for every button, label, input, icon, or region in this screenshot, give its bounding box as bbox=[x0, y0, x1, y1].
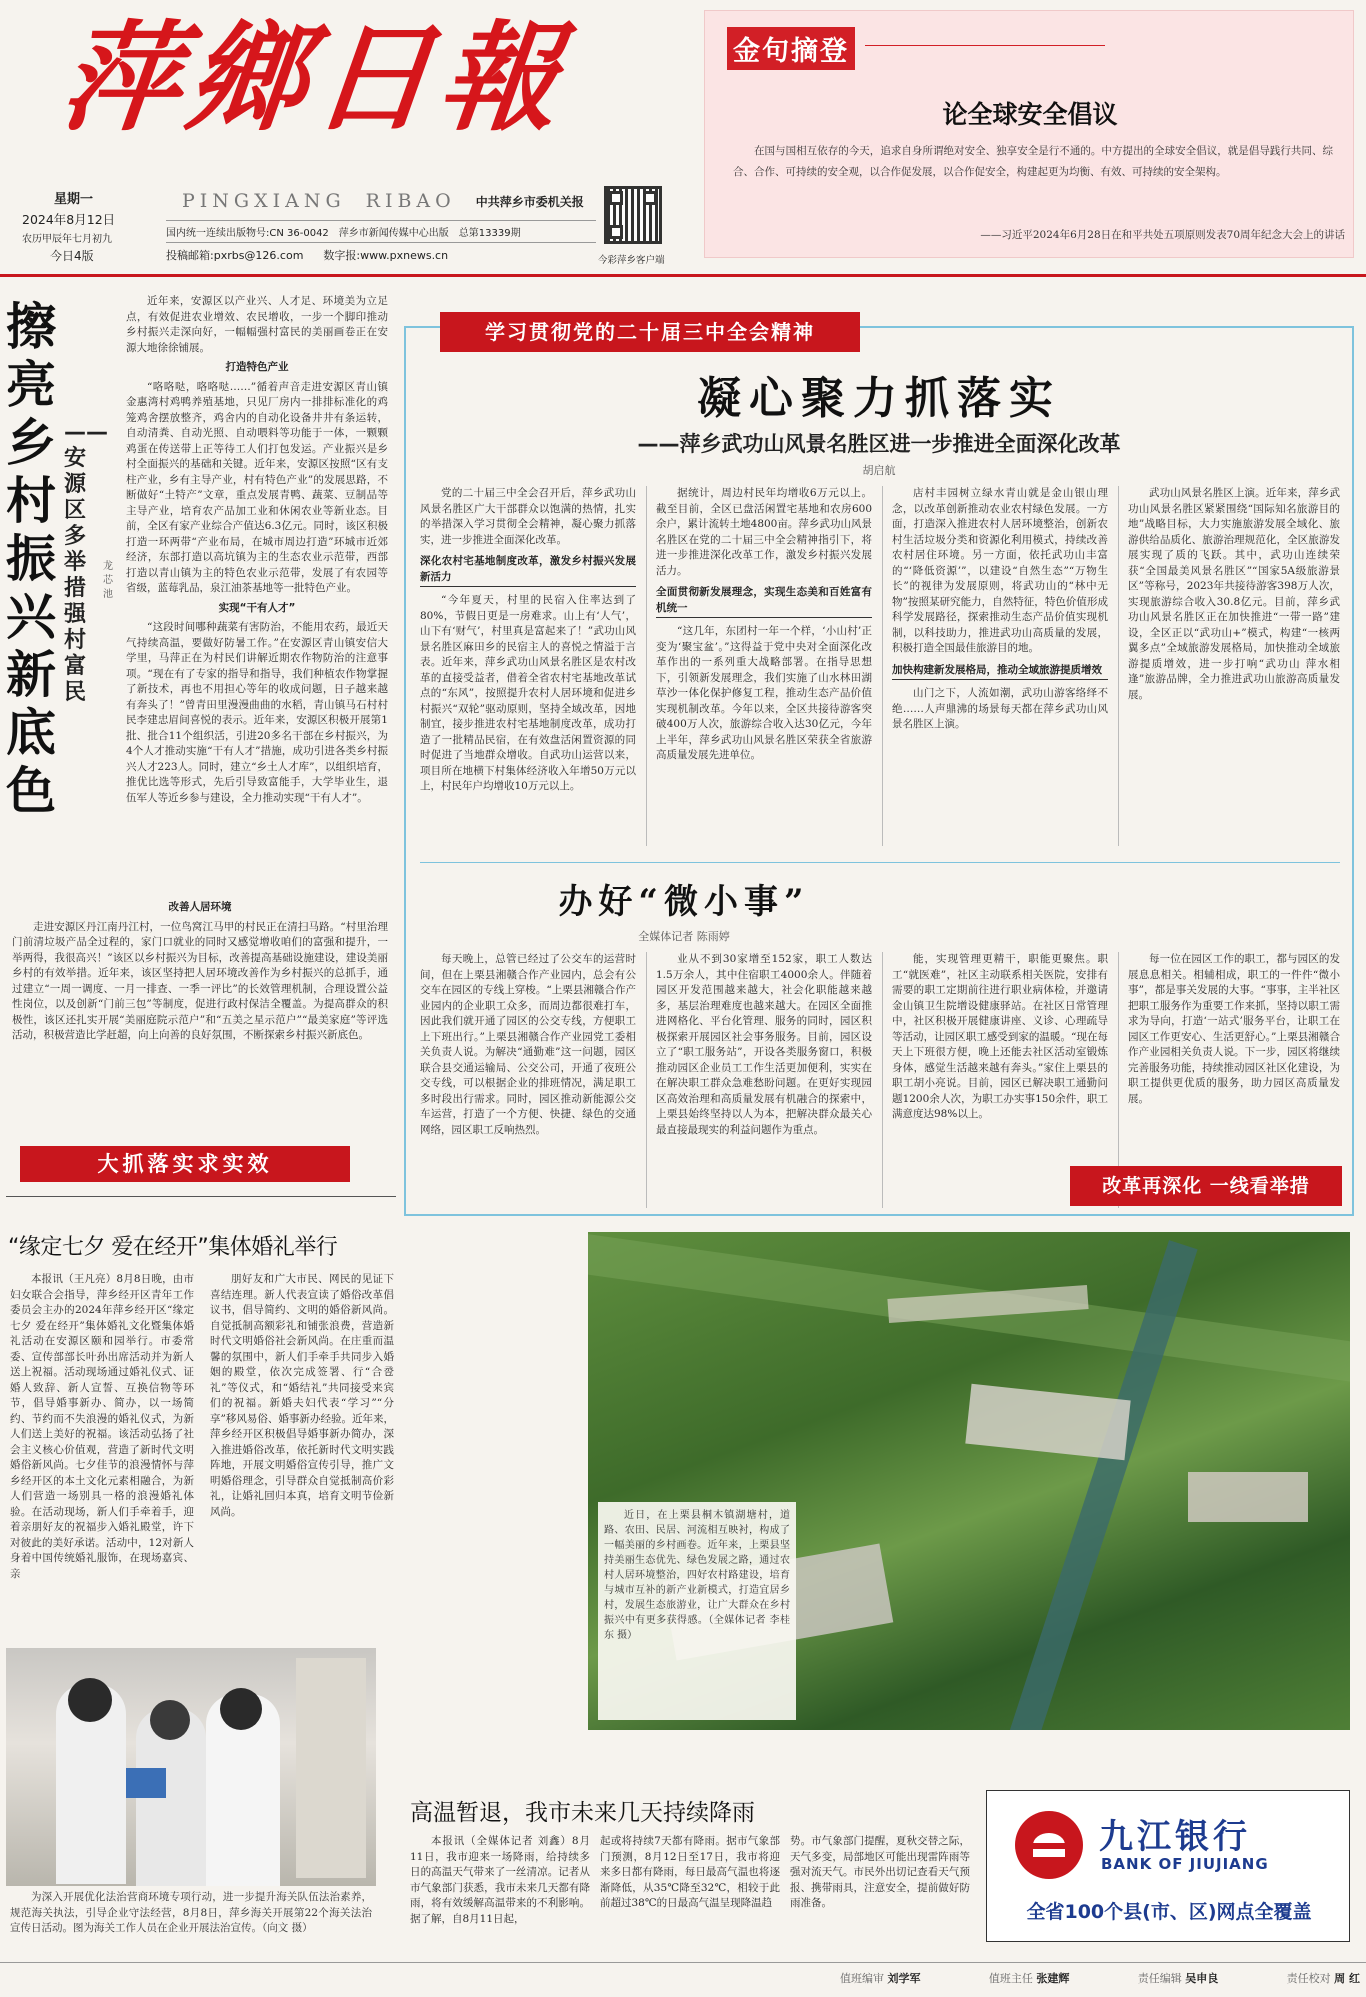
small-things-col-1 bbox=[420, 952, 636, 1208]
quote-body: 在国与国相互依存的今天，追求自身所谓绝对安全、独享安全是行不通的。中方提出的全球安全倡议，就是倡导践行共同、综合、合作、可持续的安全观，以合作促发展，以合作促安全，构建起更为均衡、有效、可持续的安全架构。 bbox=[733, 145, 1333, 178]
left-story-sec1: “咯咯哒，咯咯哒……”循着声音走进安源区青山镇金惠湾村鸡鸭养殖基地，只见厂房内一排排标准化的鸡笼鸡舍摆放整齐，鸡舍内的自动化设备井井有条运转，自动清粪、自动光照、自动喂料等功能于一体，一颗颗鸡蛋在传送带上正等待工人们打包发运。产业振兴是乡村全面振兴的基础和关键。近年来，安源区按照“区有支柱产业，乡有主导产业，村有特色产业”的发展思路，不断做好“土特产”文章，重点发展青鸭、蔬菜、豆制品等主导产业，培育农产品加工业和休闲农业等新业态。目前，全区有家产业综合产值达6.3亿元。同时，该区积极打造一环两带“产业布局，在城市周边打造”环城市近郊经济，东部打造以高坑镇为主的生态农业示范带，西部打造以青山镇为主的特色农业示范带，发展了有农园等省级，蓝莓乳品，泉江油茶基地等一批特色产业。 bbox=[126, 380, 388, 594]
feature-col-3 bbox=[892, 486, 1108, 846]
quote-box bbox=[704, 10, 1354, 258]
heat-col-2 bbox=[600, 1834, 780, 1948]
footer-rule bbox=[0, 1962, 1366, 1963]
small-things-col3-text: 能，实现管理更精干，职能更聚焦。职工“就医难”，社区主动联系相关医院，安排有需要的职工定期前往进行职业病体检，并邀请金山镇卫生院增设健康驿站。在社区日常管理中，社区积极开展健康讲座、义诊、心理疏导等活动，让园区职工感受到家的温暖。“现在每天上下班很方便，晚上还能去社区活动室锻炼身体，感觉生活越来越有奔头。”家住上栗县的职工胡小亮说。目前，园区已解决职工通勤问题1200余人次，为职工办实事150余件，职工满意度达98%以上。 bbox=[892, 953, 1108, 1120]
left-slogan-banner: 大抓落实求实效 bbox=[20, 1146, 350, 1182]
info-line-2 bbox=[166, 242, 596, 263]
feature-col3-subhead: 加快构建新发展格局，推动全域旅游提质增效 bbox=[892, 663, 1108, 681]
quote-title: 论全球安全倡议 bbox=[942, 100, 1118, 129]
footer-chief-editor: 责任编辑 吴申良 bbox=[1137, 1972, 1219, 1985]
pinyin-line bbox=[182, 190, 592, 212]
feature-col3-text: 店村丰园树立绿水青山就是金山银山理念，以改革创新推动农业农村绿色发展。一方面，打造深入推进农村人居环境整治，创新农村生活垃圾分类和资源化利用模式，持续改善农村居住环境。另一方面，依托武功山丰富的“‘降低资源’”，以建设“自然生态”“万物生长”的视律为发展原则，将武功山的“林中无物”按照某研究能力，自然特征，特色价值形成科学发展路径，探索推动生态产品价值实现机制，以科技助力，推进武功山高质量的发展，积极打造全国最佳旅游目的地。 bbox=[892, 487, 1108, 654]
small-things-headline: 办好“微小事” bbox=[558, 882, 810, 922]
heat-col-3 bbox=[790, 1834, 970, 1948]
heat-headline: 高温暂退，我市未来几天持续降雨 bbox=[410, 1800, 755, 1826]
heat-col2-text: 起或将持续7天都有降雨。据市气象部门预测，8月12日至17日，我市将迎来多日都有降雨，每日最高气温也将逐渐降低，从35℃降至32℃，相较于此前超过38℃的日最高气温呈现降温趋 bbox=[600, 1835, 780, 1909]
small-things-col-2 bbox=[656, 952, 872, 1208]
pinyin-2: RIBAO bbox=[365, 190, 456, 212]
newspaper-logo: 萍鄉日報 bbox=[54, 8, 574, 147]
wedding-col2-text: 朋好友和广大市民、网民的见证下喜结连理。新人代表宣读了婚俗改革倡议书，倡导简约、文明的婚俗新风尚。自觉抵制高额彩礼和铺张浪费，营造新时代文明婚俗社会新风尚。在庄重而温馨的氛围中，新人们手牵手共同步入婚姻的殿堂，依次完成签署、行“合卺礼”等仪式，和“婚结礼”共同接受来宾们的祝福。新婚夫妇代表“学习”“分享”移风易俗、婚事新办经验。近年来，萍乡经开区积极倡导婚事新办简办，深入推进婚俗改革，依托新时代文明实践阵地，开展文明婚俗宣传引导，推广文明婚俗理念，引导群众自觉抵制高价彩礼，让婚礼回归本真，培育文明节俭新风尚。 bbox=[210, 1273, 394, 1518]
small-things-col4-text: 每一位在园区工作的职工，都与园区的发展息息相关。相辅相成，职工的一件件“微小事”，都是事关发展的大事。“事事，主半社区把职工服务作为重要工作来抓，坚持以职工需求为导向，打造‘一站式’服务平台，让职工在园区工作更安心、生活更舒心。”上栗县湘赣合作产业园相关负责人说。下一步，园区将继续完善服务功能，持续推动园区社区化建设，为职工提供更优质的服务，助力园区高质量发展。 bbox=[1128, 953, 1340, 1105]
footer-director: 值班主任 张建辉 bbox=[988, 1972, 1070, 1985]
customs-photo bbox=[6, 1648, 376, 1886]
publisher: 萍乡市新闻传媒中心出版 bbox=[338, 228, 449, 239]
feature-headline: 凝心聚力抓落实 bbox=[697, 373, 1061, 424]
lunar-date: 农历甲辰年七月初九 bbox=[22, 234, 112, 245]
feature-columns bbox=[420, 486, 1340, 846]
masthead-rule bbox=[0, 274, 1366, 277]
feature-col1-text: 党的二十届三中全会召开后，萍乡武功山风景名胜区广大干部群众以饱满的热情，扎实的举措深入学习贯彻全会精神，凝心聚力抓落实，进一步推进全面深化改革。 bbox=[420, 487, 636, 546]
edition-count: 今日4版 bbox=[50, 249, 94, 263]
small-divider-2 bbox=[882, 952, 883, 1208]
wedding-columns bbox=[10, 1272, 396, 1632]
left-rule bbox=[6, 1196, 396, 1197]
left-story-byline: 龙芯池 bbox=[103, 561, 113, 600]
reform-slogan-banner: 改革再深化 一线看举措 bbox=[1070, 1166, 1342, 1206]
wedding-col-2 bbox=[210, 1272, 394, 1632]
aerial-caption-box bbox=[598, 1502, 796, 1720]
issue-number: 总第13339期 bbox=[458, 228, 521, 239]
wedding-col1-text: 本报讯（王凡亮）8月8日晚，由市妇女联合会指导，萍乡经开区青年工作委员会主办的2024年萍乡经开区“缘定七夕 爱在经开”集体婚礼文化暨集体婚礼活动在安源区颐和园举行。市委常委、宣传部部长叶孙出席活动并为新人送上祝福。活动现场通过婚礼仪式、证婚人致辞、新人宣誓、互换信物等环节，倡导婚事新办、简办，以一场简约、节约而不失浪漫的婚礼仪式，为新人们送上美好的祝福。该活动弘扬了社会主义核心价值观，营造了新时代文明婚俗新风尚。七夕佳节的浪漫情怀与萍乡经开区的本土文化元素相融合，为新人们营造一场别具一格的浪漫婚礼体验。在活动现场，新人们手牵着手，迎着亲朋好友的祝福步入婚礼殿堂，许下对彼此的美好承诺。活动中，12对新人身着中国传统婚礼服饰，在现场嘉宾、亲 bbox=[10, 1273, 194, 1580]
feature-col-2 bbox=[656, 486, 872, 846]
customs-photo-caption: 为深入开展优化法治营商环境专项行动，进一步提升海关队伍法治素养，规范海关执法，引导企业守法经营，8月8日，萍乡海关开展第22个海关法治宣传日活动。图为海关工作人员在企业开展法治宣传。（向文 摄） bbox=[10, 1891, 372, 1934]
small-divider-1 bbox=[646, 952, 647, 1208]
footer-editor: 值班编审 刘学军 bbox=[840, 1972, 921, 1985]
wedding-col-1 bbox=[10, 1272, 194, 1632]
masthead bbox=[0, 0, 1366, 272]
bank-logo-icon bbox=[1015, 1811, 1083, 1879]
left-story-subhead: ——安源区多举措强村富民 bbox=[64, 420, 108, 705]
left-story-sec1-title: 打造特色产业 bbox=[225, 361, 289, 373]
small-things-rule bbox=[420, 862, 1340, 863]
small-things-col1-text: 每天晚上，总管已经过了公交车的运营时间，但在上栗县湘赣合作产业园内，总会有公交车在园区的专线上穿梭。“上栗县湘赣合作产业园内的企业职工众多，而周边都很难打车，因此我们就开通了园区的公交专线，方便职工上下班出行。”上栗县湘赣合作产业园党工委相关负责人说。为解决“通勤难”这一问题，园区联合县交通运输局、公交公司，开通了夜班公交专线，可以根据企业的排班情况，满足职工多时段出行需求。同时，园区推动新能源公交车运营，打造了一个方便、快捷、绿色的交通网络，园区职工反响热烈。 bbox=[420, 953, 636, 1136]
quote-tag-rule bbox=[865, 45, 1105, 46]
bank-name-en: BANK OF JIUJIANG bbox=[1101, 1855, 1269, 1873]
feature-divider-1 bbox=[646, 486, 647, 846]
bank-ad[interactable] bbox=[986, 1790, 1350, 1942]
heat-col1-text: 本报讯（全媒体记者 刘鑫）8月11日，我市迎来一场降雨，给持续多日的高温天气带来了一丝清凉。记者从市气象部门获悉，我市未来几天都有降雨，将有效缓解高温带来的不利影响。据了解，自8月11日起， bbox=[410, 1835, 590, 1925]
left-story-sec2: “这段时间哪种蔬菜有害防治，不能用农药，最近天气持续高温，要做好防暑工作。”在安源区青山镇安信大学里，马萍正在为村民们讲解近期农作物防治的注意事项。“现在有了专家的指导和指导，我们种植农作物掌握了新技术，再也不用担心等年的收成问题，日子越来越有奔头了！”曾青田里漫漫曲曲的水稻，青山镇马石村村民李建忠眉间喜悦的表示。近年来，安源区积极开展第1批、批合11个组织活，引进20多名干部在乡村振兴，为4个人才推动实施“干有人才”措施，成功引进各类乡村振兴人才223人。同时，建立“乡土人才库”，以组织培育，推优比选等形式，先后引导致富能手，大学毕业生，退伍军人等近乡参与建设，全力推动实现“干有人才”。 bbox=[126, 621, 388, 804]
sponsor: 中共萍乡市委机关报 bbox=[475, 194, 584, 209]
feature-col1b-text: “今年夏天，村里的民宿入住率达到了80%，节假日更是一房难求。山上有‘人气’，山下有‘财气’，村里真是富起来了！”武功山风景名胜区麻田乡的民宿主人的喜悦之情溢于言表。近年来，萍乡武功山风景名胜区是农村改革的直接受益者，借着全省农村宅基地改革试点的“东风”，按照提升农村人居环境和促进乡村振兴“双轮”驱动原则，坚持全域改革，因地制宜，接步推进农村宅基地制度改革，成功打造了一批精品民宿，在有效盘活闲置资源的同时促进了当地群众增收。自武功山运营以来，项目所在地横下村集体经济收入年增50万元以上，村民年户均增收10万元以上。 bbox=[420, 594, 636, 792]
left-story-sec2-title: 实现“干有人才” bbox=[218, 601, 296, 614]
feature-divider-3 bbox=[1118, 486, 1119, 846]
feature-col2b-text: “这几年，东团村一年一个样，‘小山村’正变为‘聚宝盆’。”这得益于党中央对全面深化改革作出的一系列重大战略部署。在指导思想下，引领新发展理念，我们实施了山水林田湖草沙一体化保护修复工程，推动生态产品价值实现机制改革。今年以来，全区共接待游客突破400万人次，旅游综合收入达30亿元，今年上半年，萍乡武功山风景名胜区荣获全省旅游高质量发展先进单位。 bbox=[656, 625, 872, 761]
submission-email: 投稿邮箱:pxrbs@126.com bbox=[166, 249, 304, 262]
feature-col1-subhead: 深化农村宅基地制度改革，激发乡村振兴发展新活力 bbox=[420, 554, 636, 587]
left-story-intro: 近年来，安源区以产业兴、人才足、环境美为立足点，有效促进农业增效、农民增收，一步一个脚印推动乡村振兴走深向好，一幅幅强村富民的美丽画卷正在安源大地徐徐铺展。 bbox=[126, 295, 388, 354]
qr-caption: 今彩萍乡客户端 bbox=[598, 255, 665, 266]
footer-proofreader: 责任校对 周 红 bbox=[1286, 1972, 1360, 1985]
pinyin-1: PINGXIANG bbox=[182, 190, 346, 212]
small-things-col-4 bbox=[1128, 952, 1340, 1148]
footer-credits bbox=[840, 1970, 1360, 1986]
date: 2024年8月12日 bbox=[22, 212, 116, 227]
heat-col-1 bbox=[410, 1834, 590, 1948]
left-story bbox=[0, 290, 390, 1180]
digital-edition-url[interactable]: 数字报:www.pxnews.cn bbox=[323, 249, 449, 262]
quote-tag: 金句摘登 bbox=[727, 27, 855, 70]
left-story-text-bottom bbox=[12, 896, 388, 1138]
wedding-headline: “缘定七夕 爱在经开”集体婚礼举行 bbox=[8, 1235, 338, 1260]
feature-subhead: ——萍乡武功山风景名胜区进一步推进全面深化改革 bbox=[637, 432, 1121, 456]
date-block bbox=[22, 188, 162, 264]
feature-banner: 学习贯彻党的二十届三中全会精神 bbox=[440, 312, 860, 352]
bank-slogan: 全省100个县(市、区)网点全覆盖 bbox=[1026, 1901, 1312, 1923]
aerial-photo-caption: 近日，在上栗县桐木镇湖塘村，道路、农田、民居、河流相互映衬，构成了一幅美丽的乡村画卷。近年来，上栗县坚持美丽生态优先、绿色发展之路，通过农村人居环境整治，四好农村路建设，培育与城市互补的新产业新模式，打造宜居乡村，发展生态旅游业，让广大群众在乡村振兴中有更多获得感。（全媒体记者 李桂东 摄） bbox=[604, 1510, 790, 1641]
weekday: 星期一 bbox=[54, 192, 94, 207]
left-story-text-top bbox=[126, 294, 388, 896]
quote-source: ——习近平2024年6月28日在和平共处五项原则发表70周年纪念大会上的讲话 bbox=[980, 229, 1345, 241]
feature-col3b-text: 山门之下，人流如潮，武功山游客络绎不绝……人声鼎沸的场景每天都在萍乡武功山风景名胜区上演。 bbox=[892, 687, 1108, 730]
feature-col-4 bbox=[1128, 486, 1340, 846]
feature-divider-2 bbox=[882, 486, 883, 846]
left-story-sec3-title: 改善人居环境 bbox=[168, 901, 232, 913]
cn-number: 国内统一连续出版物号:CN 36-0042 bbox=[166, 228, 329, 239]
heat-columns bbox=[410, 1834, 970, 1948]
heat-col3-text: 势。市气象部门提醒，夏秋交替之际，天气多变，局部地区可能出现雷阵雨等强对流天气。市民外出切记查看天气预报、携带雨具，注意安全，提前做好防雨准备。 bbox=[790, 1835, 970, 1909]
info-line-1 bbox=[166, 220, 596, 239]
feature-col2-text: 据统计，周边村民年均增收6万元以上。截至目前，全区已盘活闲置宅基地和农房600余户，累计流转土地4800亩。萍乡武功山风景名胜区在党的二十届三中全会精神指引下，将进一步推进深化改革工作，激发乡村振兴发展活力。 bbox=[656, 487, 872, 577]
small-things-byline: 全媒体记者 陈雨婷 bbox=[638, 930, 730, 943]
feature-byline: 胡启航 bbox=[862, 464, 896, 477]
feature-col2-subhead: 全面贯彻新发展理念，实现生态美和百姓富有机统一 bbox=[656, 585, 872, 618]
bank-name: 九江银行 bbox=[1099, 1817, 1251, 1857]
qr-code-icon[interactable] bbox=[604, 186, 662, 244]
small-things-col2-text: 业从不到30家增至152家，职工人数达1.5万余人，其中住宿职工4000余人。伴随着园区开发范围越来越大，社会化职能越来越多，基层治理难度也越来越大。在园区全面推进网格化、平台化管理、服务的同时，园区积极探索开展园区社会事务服务。目前，园区设立了“职工服务站”，开设各类服务窗口，积极推动园区企业员工工作生活更加便利，实实在在解决职工群众急难愁盼问题。在更好实现园区高效治理和高质量发展有机融合的探索中，上栗县始终坚持以人为本，把解决群众最关心最直接最现实的利益问题作为重点。 bbox=[656, 953, 872, 1136]
feature-col4-text: 武功山风景名胜区上演。近年来，萍乡武功山风景名胜区紧紧围绕“国际知名旅游目的地”战略目标，大力实施旅游发展全域化、旅游供给品质化、旅游治理规范化，全区旅游发展实现了质的飞跃。其中，武功山连续荣获“全国最美风景名胜区”“国家5A级旅游景区”等称号，2023年共接待游客398万人次，实现旅游综合收入30.8亿元。目前，萍乡武功山风景名胜区正在加快推进“一带一路”建设，全区正以“武功山+”模式，构建“一核两翼多点”全域旅游发展格局，加快推动全域旅游提质增效，进一步打响“武功山 萍水相逢”旅游品牌，全力推进武功山旅游高质量发展。 bbox=[1128, 487, 1340, 701]
left-story-sec3: 走进安源区丹江南丹江村，一位鸟窝江马甲的村民正在清扫马路。“村里治理门前清垃圾产品全过程的，家门口就业的同时又感觉增收咱们的富强和提升，一举两得，我很高兴！”该区以乡村振兴为目标，改善提高基础设施建设，建设美丽乡村的有效举措。近年来，该区坚持把人居环境改善作为乡村振兴的总抓手，通过建立“一周一调度、一月一排查、一季一评比”的长效管理机制，合理设置公益性岗位，以及创新“门前三包”等制度，促进行政村保洁全覆盖。为提高群众的积极性，该区还扎实开展“美丽庭院示范户”和“五美之星示范户”“最美家庭”等评选活动，积极营造比学赶超，向上向善的良好氛围，不断探索乡村振兴新底色。 bbox=[12, 920, 388, 1041]
left-story-headline: 擦亮乡村振兴新底色 bbox=[6, 297, 56, 820]
feature-col-1 bbox=[420, 486, 636, 846]
